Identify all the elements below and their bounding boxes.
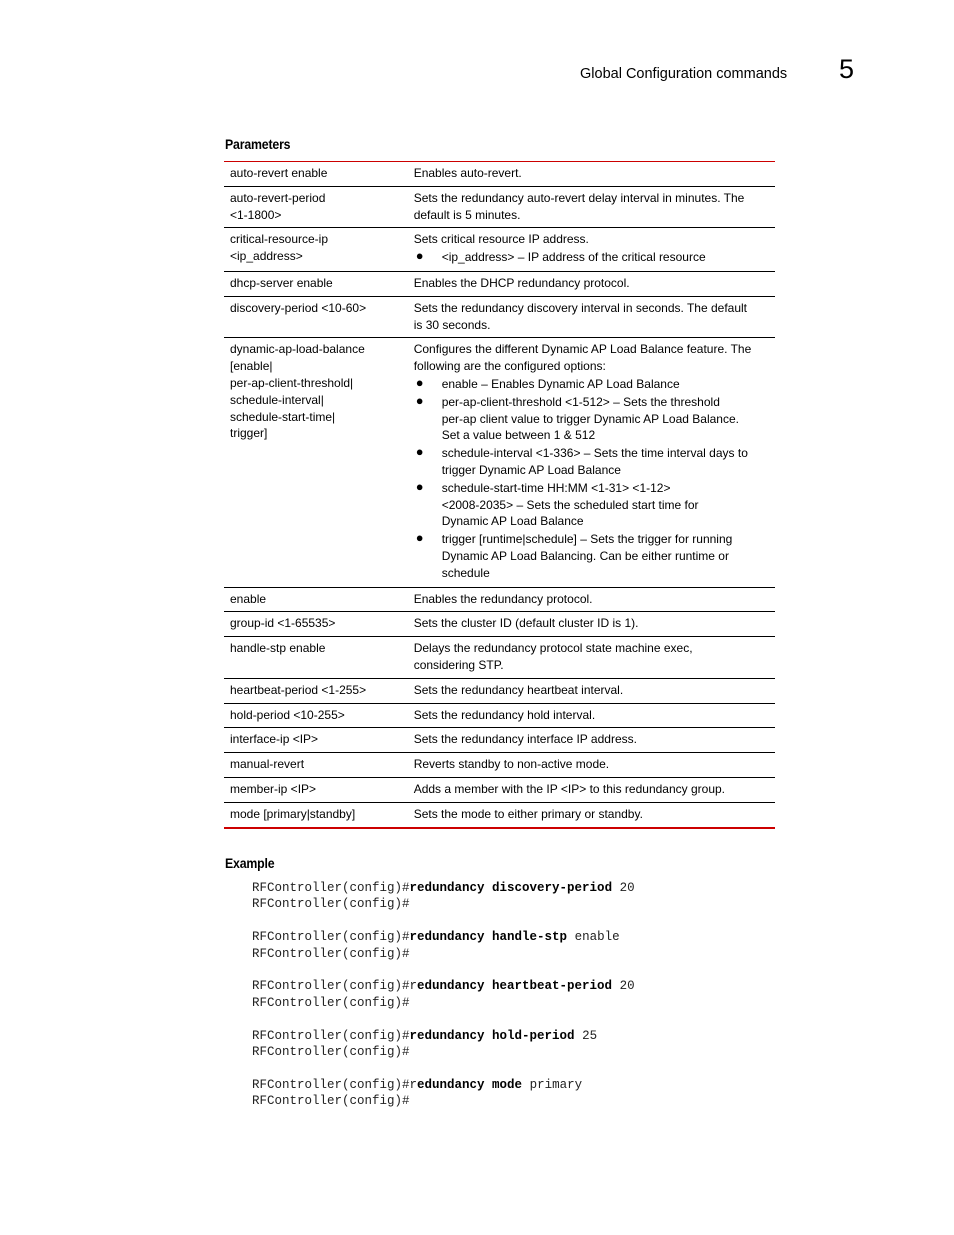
- option-line: Dynamic AP Load Balance: [441, 514, 584, 529]
- code-prompt: RFController(config)#: [252, 881, 410, 895]
- parameter-name-line: heartbeat-period <1-255>: [230, 682, 367, 697]
- option-item: [414, 480, 769, 530]
- description-line: Sets the cluster ID (default cluster ID is 1).: [413, 616, 639, 631]
- description-line: considering STP.: [413, 657, 504, 672]
- parameter-name: [224, 338, 408, 587]
- code-argument: 20: [612, 979, 635, 994]
- bullet-icon: ●: [415, 478, 424, 494]
- code-gap: [252, 962, 635, 978]
- parameter-row: [224, 186, 775, 228]
- code-command-line: [252, 1077, 635, 1093]
- parameter-name-line: member-ip <IP>: [230, 781, 317, 796]
- code-command: redundancy hold-period: [409, 1028, 575, 1043]
- bullet-icon: ●: [415, 444, 424, 460]
- parameter-name-line: auto-revert enable: [230, 166, 328, 180]
- bullet-icon: ●: [415, 392, 424, 408]
- parameter-row: [224, 678, 775, 703]
- parameter-row: [224, 228, 775, 272]
- code-command-line: [252, 978, 635, 994]
- parameter-row: [224, 296, 775, 338]
- parameter-name: [224, 186, 408, 228]
- parameter-name: [224, 753, 408, 778]
- parameter-row: [224, 728, 775, 753]
- option-line: per-ap client value to trigger Dynamic AP Load Balance.: [441, 411, 739, 426]
- bullet-icon: ●: [415, 248, 424, 264]
- code-command: redundancy handle-stp: [409, 930, 568, 945]
- parameter-name: [224, 228, 408, 272]
- description-line: Delays the redundancy protocol state machine exec,: [413, 641, 693, 656]
- example-heading: Example: [225, 855, 275, 871]
- parameter-description: [408, 777, 775, 802]
- parameter-description: [408, 728, 775, 753]
- parameter-row: [224, 777, 775, 802]
- parameter-description: [408, 802, 775, 827]
- parameter-row: [224, 703, 775, 728]
- parameter-row: [224, 753, 775, 778]
- description-line: Sets the redundancy auto-revert delay interval in minutes. The: [413, 190, 745, 205]
- parameter-name: [224, 728, 408, 753]
- parameter-name: [224, 271, 408, 296]
- parameter-description: [408, 228, 775, 272]
- option-line: Set a value between 1 & 512: [441, 428, 596, 443]
- parameter-description: [408, 338, 775, 587]
- parameter-description: [408, 753, 775, 778]
- parameter-row: [224, 612, 775, 637]
- parameter-description: [408, 186, 775, 228]
- code-prompt: RFController(config)#r: [252, 979, 418, 994]
- code-prompt: RFController(config)#: [252, 930, 410, 945]
- parameter-description: [408, 271, 775, 296]
- parameter-name-line: enable: [230, 591, 267, 606]
- parameter-name-line: manual-revert: [230, 757, 305, 772]
- option-item: [414, 394, 769, 444]
- parameter-name-line: critical-resource-ip: [230, 232, 329, 247]
- parameter-description: [408, 637, 775, 679]
- code-command-line: [252, 880, 635, 896]
- description-line: is 30 seconds.: [413, 317, 491, 332]
- code-result-line: RFController(config)#: [252, 946, 410, 961]
- parameter-description: [408, 612, 775, 637]
- option-line: trigger [runtime|schedule] – Sets the trigger for running: [441, 532, 733, 547]
- description-line: Sets the redundancy interface IP address.: [413, 732, 637, 747]
- parameter-name: [224, 777, 408, 802]
- code-argument: primary: [522, 1077, 583, 1092]
- header-title: Global Configuration commands: [580, 66, 788, 82]
- code-argument: enable: [567, 930, 620, 945]
- parameter-name-line: dynamic-ap-load-balance: [230, 342, 365, 357]
- parameter-name-line: interface-ip <IP>: [230, 732, 319, 747]
- description-line: Sets the mode to either primary or standby.: [413, 806, 643, 821]
- parameter-description: [408, 587, 775, 612]
- parameter-name-line: trigger]: [230, 426, 268, 441]
- parameter-name-line: per-ap-client-threshold|: [230, 375, 354, 390]
- option-line: schedule-start-time HH:MM <1-31> <1-12>: [441, 480, 671, 495]
- bullet-icon: ●: [415, 374, 424, 390]
- code-command: edundancy heartbeat-period: [417, 979, 613, 994]
- option-item: [414, 531, 769, 581]
- description-line: Configures the different Dynamic AP Load Balance feature. The: [413, 342, 752, 357]
- parameter-name-line: auto-revert-period: [230, 190, 326, 205]
- chapter-number: 5: [839, 54, 855, 84]
- parameter-description: [408, 296, 775, 338]
- code-prompt: RFController(config)#: [252, 1028, 410, 1043]
- parameter-description: [408, 162, 775, 187]
- bullet-icon: ●: [415, 530, 424, 546]
- parameter-name-line: dhcp-server enable: [230, 275, 333, 290]
- parameter-name-line: group-id <1-65535>: [230, 616, 336, 631]
- parameter-row: [224, 338, 775, 587]
- code-gap: [252, 1011, 635, 1027]
- description-line: Enables auto-revert.: [413, 166, 522, 180]
- parameter-name: [224, 637, 408, 679]
- description-line: Adds a member with the IP <IP> to this redundancy group.: [413, 781, 725, 796]
- code-gap: [252, 1060, 635, 1076]
- description-line: Sets the redundancy heartbeat interval.: [413, 682, 624, 697]
- parameter-name: [224, 162, 408, 187]
- description-line: Sets critical resource IP address.: [413, 232, 589, 247]
- description-line: Sets the redundancy hold interval.: [413, 707, 596, 722]
- parameter-description: [408, 703, 775, 728]
- parameter-name-line: schedule-start-time|: [230, 409, 336, 424]
- option-list: [414, 249, 769, 266]
- parameter-name: [224, 802, 408, 827]
- parameter-name-line: hold-period <10-255>: [230, 707, 345, 722]
- code-gap: [252, 913, 635, 929]
- parameter-name-line: handle-stp enable: [230, 641, 326, 656]
- option-line: per-ap-client-threshold <1-512> – Sets the threshold: [441, 394, 720, 409]
- parameter-name-line: mode [primary|standby]: [230, 806, 356, 821]
- parameter-name-line: [enable|: [230, 359, 273, 374]
- option-line: trigger Dynamic AP Load Balance: [441, 462, 621, 477]
- parameter-name-line: <1-1800>: [230, 207, 282, 222]
- code-result-line: RFController(config)#: [252, 897, 410, 912]
- parameter-name: [224, 703, 408, 728]
- option-item: [414, 249, 769, 266]
- code-command-line: [252, 1028, 635, 1044]
- parameter-name-line: <ip_address>: [230, 249, 303, 264]
- description-line: Enables the redundancy protocol.: [413, 591, 593, 606]
- description-line: Reverts standby to non-active mode.: [413, 757, 610, 772]
- parameter-row: [224, 587, 775, 612]
- option-line: <2008-2035> – Sets the scheduled start time for: [441, 497, 699, 512]
- option-item: [414, 445, 769, 479]
- parameter-name: [224, 587, 408, 612]
- parameter-row: [224, 162, 775, 187]
- option-line: schedule: [441, 565, 490, 580]
- description-line: Sets the redundancy discovery interval in seconds. The default: [413, 300, 748, 315]
- code-result-line: RFController(config)#: [252, 995, 410, 1010]
- code-command-line: [252, 929, 635, 945]
- parameter-name-line: schedule-interval|: [230, 392, 324, 407]
- parameters-table: [224, 161, 775, 829]
- code-command: edundancy mode: [417, 1077, 523, 1092]
- description-line: default is 5 minutes.: [413, 207, 521, 222]
- option-line: <ip_address> – IP address of the critical resource: [441, 250, 706, 265]
- example-code-block: [252, 880, 635, 1109]
- parameter-description: [408, 678, 775, 703]
- parameter-name-line: discovery-period <10-60>: [230, 300, 367, 315]
- code-result-line: RFController(config)#: [252, 1044, 410, 1059]
- description-line: Enables the DHCP redundancy protocol.: [413, 275, 630, 290]
- option-list: [414, 376, 769, 582]
- parameter-name: [224, 678, 408, 703]
- code-argument: 20: [612, 881, 635, 895]
- option-item: [414, 376, 769, 393]
- description-line: following are the configured options:: [413, 359, 606, 374]
- code-result-line: RFController(config)#: [252, 1094, 410, 1109]
- code-prompt: RFController(config)#r: [252, 1077, 418, 1092]
- parameter-row: [224, 271, 775, 296]
- parameter-name: [224, 296, 408, 338]
- parameter-row: [224, 637, 775, 679]
- parameter-row: [224, 802, 775, 827]
- code-command: redundancy discovery-period: [409, 881, 613, 895]
- parameters-heading: Parameters: [225, 136, 291, 152]
- option-line: Dynamic AP Load Balancing. Can be either runtime or: [441, 548, 729, 563]
- code-argument: 25: [574, 1028, 598, 1043]
- option-line: enable – Enables Dynamic AP Load Balance: [441, 376, 680, 391]
- parameter-name: [224, 612, 408, 637]
- option-line: schedule-interval <1-336> – Sets the time interval days to: [441, 446, 748, 461]
